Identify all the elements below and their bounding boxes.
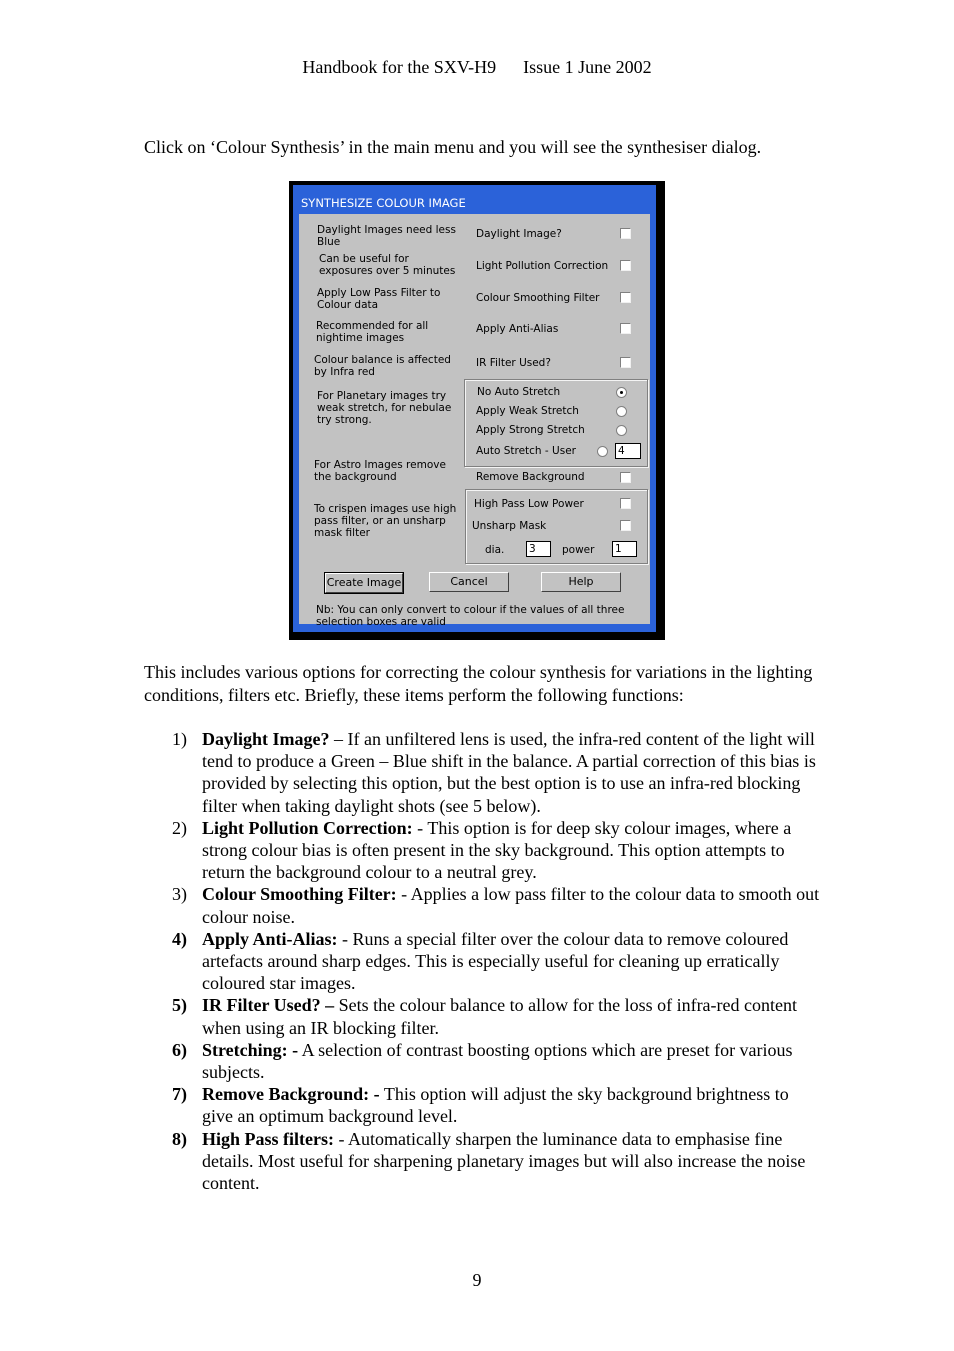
- note-stretch: For Planetary images try weak stretch, for nebulae try strong.: [317, 390, 452, 426]
- list-item: [172, 1039, 822, 1083]
- high-pass-checkbox[interactable]: [620, 498, 631, 509]
- list-item-description: - Applies a low pass filter to the colour data to smooth out colour noise.: [202, 884, 820, 927]
- list-item: [172, 1128, 822, 1195]
- strong-stretch-label: Apply Strong Stretch: [476, 424, 585, 436]
- user-stretch-input[interactable]: 4: [615, 443, 641, 459]
- list-item-term: Remove Background: -: [202, 1084, 380, 1105]
- function-list: [172, 728, 822, 1194]
- smoothing-label: Colour Smoothing Filter: [476, 292, 600, 304]
- note-antialias: Recommended for all nightime images: [316, 320, 429, 344]
- unsharp-checkbox[interactable]: [620, 520, 631, 531]
- list-item-number: 6): [172, 1039, 187, 1060]
- note-ir: Colour balance is affected by Infra red: [314, 354, 451, 378]
- user-stretch-label: Auto Stretch - User: [476, 445, 576, 457]
- page-number: 9: [472, 1270, 482, 1290]
- list-item: [172, 994, 822, 1038]
- pollution-label: Light Pollution Correction: [476, 260, 609, 272]
- power-input[interactable]: 1: [612, 541, 637, 557]
- description-paragraph: This includes various options for correcting the colour synthesis for variations in the lighting conditions, filters etc. Briefly, these items perform the following functions:: [144, 662, 813, 705]
- list-item-number: 7): [172, 1084, 187, 1105]
- list-item-description: This option will adjust the sky background brightness to give an optimum background level.: [202, 1084, 789, 1127]
- list-item-description: - Runs a special filter over the colour data to remove coloured artefacts around sharp edges. This is especially useful for cleaning up erratically coloured star images.: [202, 928, 789, 994]
- daylight-label: Daylight Image?: [476, 228, 562, 240]
- dia-label: dia.: [485, 544, 505, 556]
- note-background: For Astro Images remove the background: [314, 459, 446, 483]
- list-item-description: - This option is for deep sky colour images, where a strong colour bias is often present in the sky background. This option attempts to return the background colour to a neutral grey.: [202, 817, 792, 883]
- list-item-number: 3): [172, 884, 187, 905]
- no-stretch-label: No Auto Stretch: [477, 386, 561, 398]
- list-item: [172, 928, 822, 995]
- high-pass-label: High Pass Low Power: [474, 498, 584, 510]
- dialog-footer-note: Nb: You can only convert to colour if the values of all three selection boxes are valid: [316, 604, 625, 628]
- dialog-body: [299, 214, 650, 628]
- remove-bg-checkbox[interactable]: [620, 472, 631, 483]
- strong-stretch-radio[interactable]: [616, 425, 627, 436]
- note-smoothing: Apply Low Pass Filter to Colour data: [317, 287, 441, 311]
- list-item-number: 5): [172, 995, 187, 1016]
- list-item-description: - Automatically sharpen the luminance data to emphasise fine details. Most useful for sharpening planetary images but will also increase the noise content.: [202, 1128, 806, 1194]
- weak-stretch-label: Apply Weak Stretch: [476, 405, 579, 417]
- pollution-checkbox[interactable]: [620, 260, 631, 271]
- power-label: power: [562, 544, 595, 556]
- list-item-number: 1): [172, 729, 187, 749]
- note-highpass: To crispen images use high pass filter, or an unsharp mask filter: [314, 503, 457, 539]
- list-item: [172, 728, 822, 817]
- list-item-term: Colour Smoothing Filter:: [202, 884, 397, 905]
- list-item-description: A selection of contrast boosting options which are preset for various subjects.: [202, 1039, 793, 1083]
- list-item: [172, 1083, 822, 1127]
- create-image-button[interactable]: Create Image: [325, 573, 403, 593]
- list-item-term: Stretching: -: [202, 1039, 299, 1060]
- dialog-window: [293, 185, 656, 632]
- list-item-number: 2): [172, 817, 187, 838]
- dia-input[interactable]: 3: [526, 541, 551, 557]
- remove-bg-label: Remove Background: [476, 471, 585, 483]
- note-pollution: Can be useful for exposures over 5 minutes: [319, 253, 456, 277]
- cancel-button[interactable]: Cancel: [429, 572, 509, 592]
- no-stretch-radio[interactable]: [616, 387, 627, 398]
- list-item: [172, 883, 822, 927]
- list-item-number: 8): [172, 1128, 187, 1149]
- help-button[interactable]: Help: [541, 572, 621, 592]
- list-item-term: Light Pollution Correction:: [202, 817, 413, 838]
- list-item-term: High Pass filters:: [202, 1128, 334, 1149]
- list-item: [172, 817, 822, 884]
- intro-text: Click on ‘Colour Synthesis’ in the main menu and you will see the synthesiser dialog.: [144, 137, 762, 157]
- daylight-checkbox[interactable]: [620, 228, 631, 239]
- list-item-term: IR Filter Used? –: [202, 995, 335, 1016]
- page-header: Handbook for the SXV-H9 Issue 1 June 2002: [302, 57, 652, 77]
- ir-checkbox[interactable]: [620, 357, 631, 368]
- antialias-checkbox[interactable]: [620, 323, 631, 334]
- list-item-term: Daylight Image?: [202, 729, 330, 749]
- list-item-term: Apply Anti-Alias:: [202, 928, 338, 949]
- list-item-description: Sets the colour balance to allow for the loss of infra-red content when using an IR blocking filter.: [202, 995, 798, 1038]
- list-item-number: 4): [172, 928, 187, 949]
- ir-label: IR Filter Used?: [476, 357, 551, 369]
- unsharp-label: Unsharp Mask: [472, 520, 547, 532]
- note-daylight: Daylight Images need less Blue: [317, 224, 456, 248]
- list-item-description: – If an unfiltered lens is used, the infra-red content of the light will tend to produce a Green – Blue shift in the balance. A partial correction of this bias is provided by selecting this option, but the best option is to use an infra-red blocking filter when taking daylight shots (see 5 below).: [202, 729, 816, 816]
- antialias-label: Apply Anti-Alias: [476, 323, 559, 335]
- smoothing-checkbox[interactable]: [620, 292, 631, 303]
- weak-stretch-radio[interactable]: [616, 406, 627, 417]
- synthesizer-dialog-screenshot: [289, 181, 665, 640]
- dialog-title: SYNTHESIZE COLOUR IMAGE: [301, 196, 466, 210]
- user-stretch-radio[interactable]: [597, 446, 608, 457]
